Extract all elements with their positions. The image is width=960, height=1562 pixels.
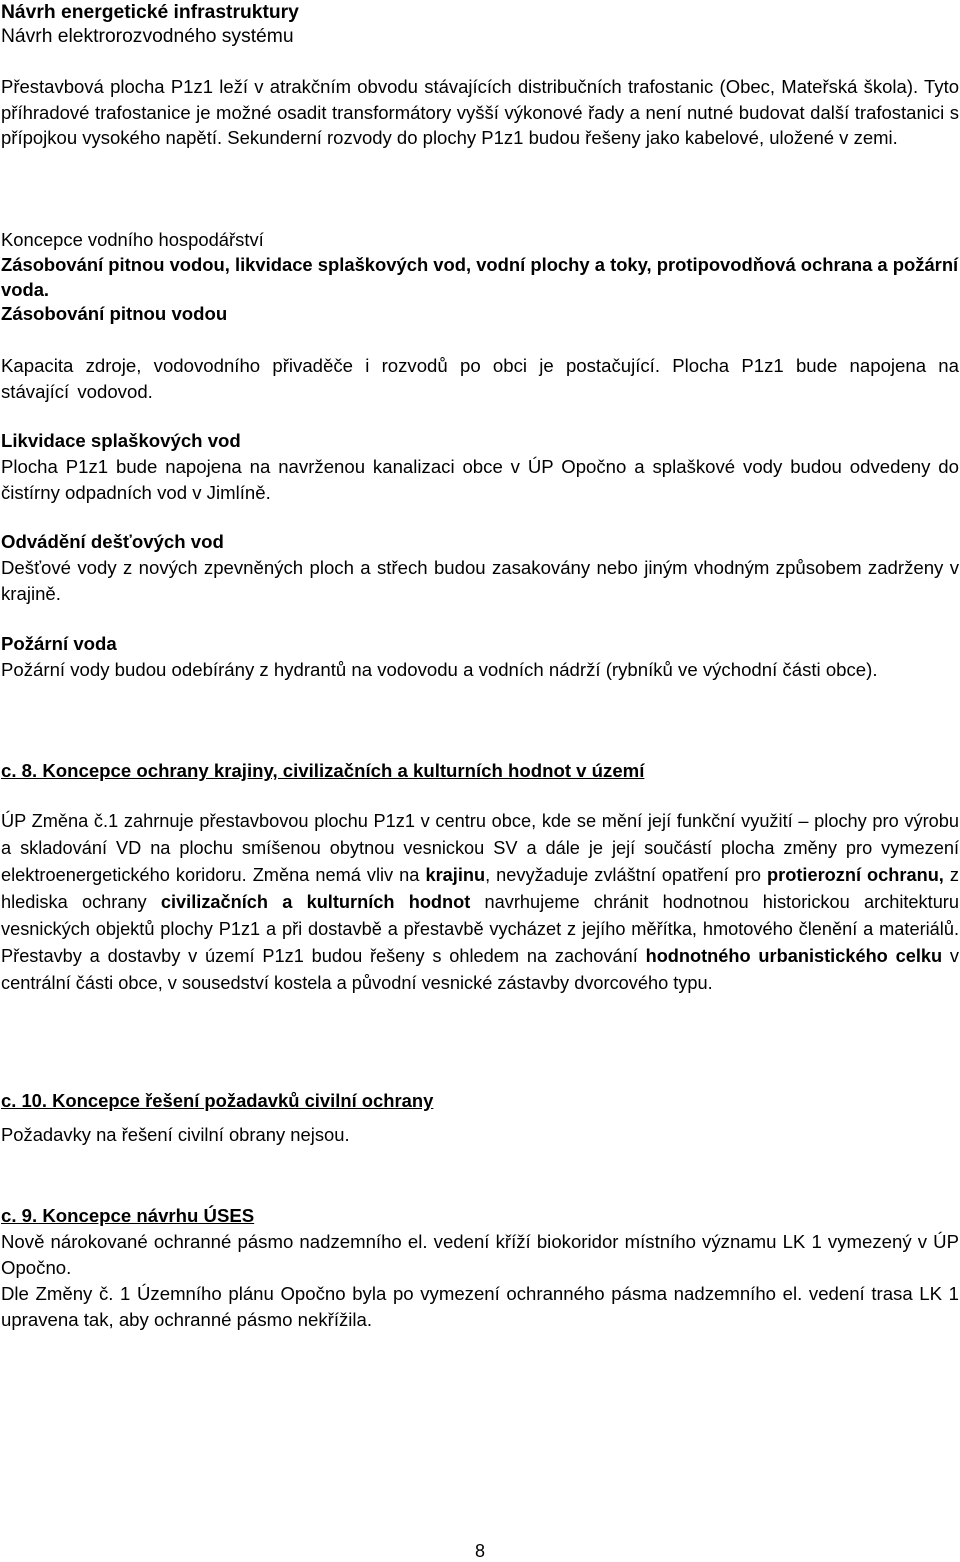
water-supply-text: Kapacita zdroje, vodovodního přivaděče i rozvodů po obci je postačující. Plocha P1z1 bude napojena na stávající vodovod.	[1, 355, 959, 402]
section-subtitle: Návrh elektrorozvodného systému	[1, 26, 294, 47]
water-subheading: Zásobování pitnou vodou, likvidace splaškových vod, vodní plochy a toky, protipovodňová ochrana a požární voda.	[1, 254, 959, 300]
water-supply-heading: Zásobování pitnou vodou	[1, 303, 228, 324]
water-heading: Koncepce vodního hospodářství	[1, 229, 264, 250]
landscape-heading	[1, 758, 959, 784]
landscape-text-3: z hlediska ochrany	[1, 865, 959, 912]
energy-paragraph: Přestavbová plocha P1z1 leží v atrakčním obvodu stávajících distribučních trafostanic (Obec, Mateřská škola). Tyto příhradové trafostanice je možné osadit transformátory vyšší výkonové řady a není nutné budovat další trafostanici s přípojkou vysokého napětí. Sekunderní rozvody do plochy P1z1 budou řešeny jako kabelové, uložené v zemi.	[1, 76, 959, 148]
landscape-text-2: , nevyžaduje zvláštní opatření pro	[485, 865, 768, 885]
uses-heading-text: c. 9. Koncepce návrhu ÚSES	[1, 1205, 255, 1226]
landscape-bold-3: civilizačních a kulturních hodnot	[160, 892, 471, 912]
sewage-text: Plocha P1z1 bude napojena na navrženou kanalizaci obce v ÚP Opočno a splaškové vody budou odvedeny do čistírny odpadních vod v Jimlíně.	[1, 456, 959, 503]
section-title: Návrh energetické infrastruktury	[1, 2, 299, 23]
fire-text: Požární vody budou odebírány z hydrantů na vodovodu a vodních nádrží (rybníků ve východní části obce).	[1, 659, 878, 680]
rain-text: Dešťové vody z nových zpevněných ploch a střech budou zasakovány nebo jiným vhodným způsobem zadrženy v krajině.	[1, 557, 959, 604]
landscape-text-1: ÚP Změna č.1 zahrnuje přestavbovou plochu P1z1 v centru obce, kde se mění její funkční využití – plochy pro výrobu a skladování VD na plochu smíšenou obytnou vesnickou SV a dále je její součástí plocha změny pro vymezení elektroenergetického koridoru. Změna nemá vliv na	[1, 811, 959, 885]
page-number: 8	[474, 1541, 485, 1561]
uses-text-1: Nově nárokované ochranné pásmo nadzemního el. vedení kříží biokoridor místního významu LK 1 vymezený v ÚP Opočno.	[1, 1231, 959, 1278]
landscape-text-5: v centrální části obce, v sousedství kostela a původní vesnické zástavby dvorcového typu.	[1, 946, 959, 993]
landscape-bold-4: hodnotného urbanistického celku	[645, 946, 943, 966]
civil-heading	[1, 1087, 959, 1114]
landscape-paragraph	[1, 808, 959, 997]
landscape-bold-2: protierozní ochranu,	[767, 865, 944, 885]
rain-heading: Odvádění dešťových vod	[1, 531, 224, 552]
uses-heading	[1, 1203, 959, 1229]
fire-heading: Požární voda	[1, 633, 117, 654]
sewage-heading: Likvidace splaškových vod	[1, 430, 241, 451]
landscape-bold-1: krajinu	[425, 865, 486, 885]
civil-heading-text: c. 10. Koncepce řešení požadavků civilní ochrany	[1, 1090, 434, 1111]
uses-text-2: Dle Změny č. 1 Územního plánu Opočno byla po vymezení ochranného pásma nadzemního el. vedení trasa LK 1 upravena tak, aby ochranné pásmo nekřížila.	[1, 1283, 959, 1330]
landscape-heading-text: c. 8. Koncepce ochrany krajiny, civilizačních a kulturních hodnot v území	[1, 760, 645, 781]
civil-text: Požadavky na řešení civilní obrany nejsou.	[1, 1124, 350, 1145]
landscape-text-4: navrhujeme chránit hodnotnou historickou architekturu vesnických objektů plochy P1z1 a při dostavbě a přestavbě vycházet z jejího měřítka, hmotového členění a materiálů. Přestavby a dostavby v území P1z1 budou řešeny s ohledem na zachování	[1, 892, 959, 966]
